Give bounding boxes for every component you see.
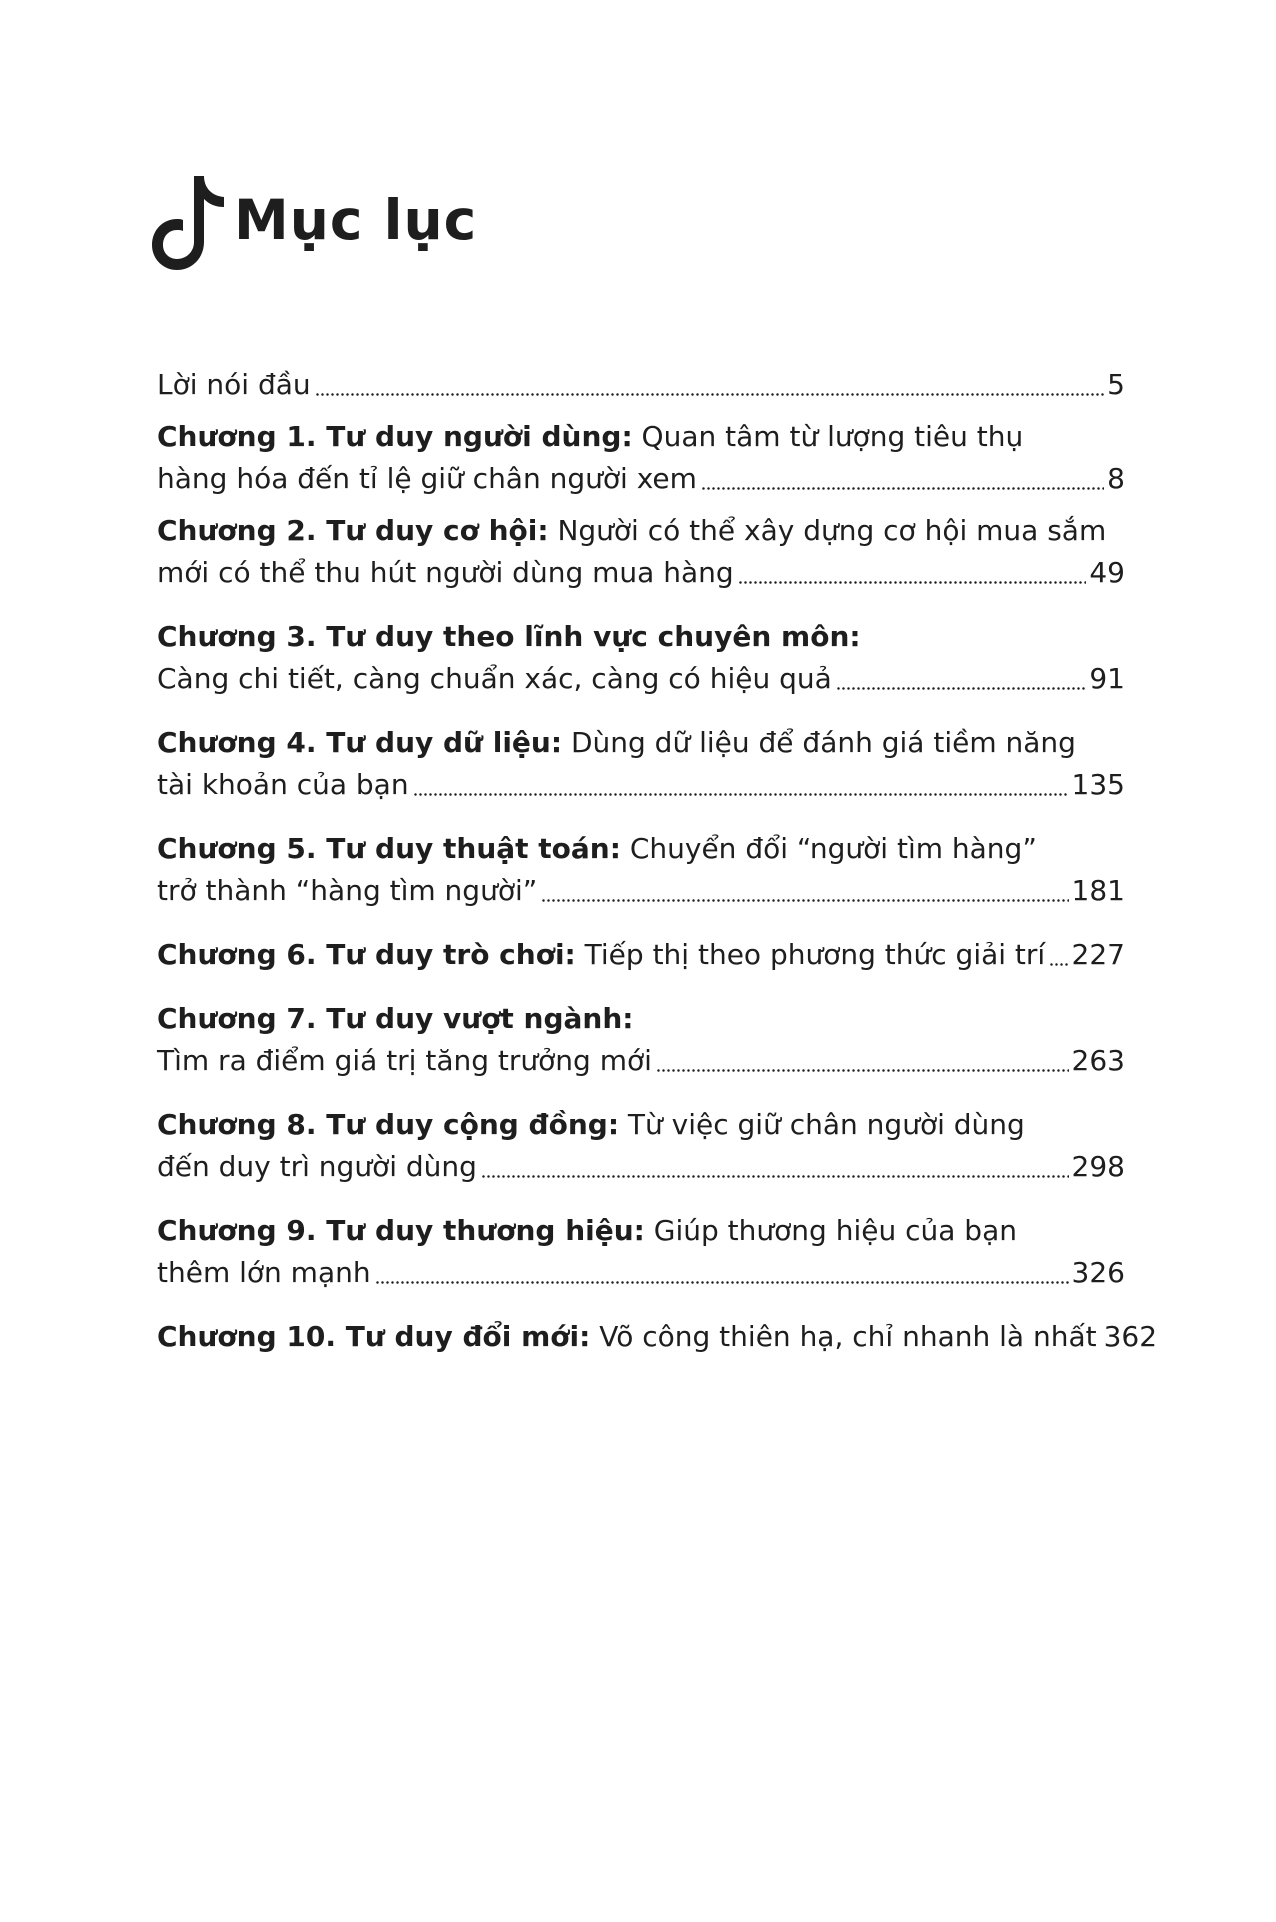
- chapter-heading: Chương 1. Tư duy người dùng:: [157, 420, 633, 453]
- toc-entry-line: [157, 870, 1125, 912]
- chapter-subtitle: Càng chi tiết, càng chuẩn xác, càng có hiệu quả: [157, 662, 832, 695]
- toc-entry-line: [157, 616, 1125, 658]
- dot-leader: [315, 393, 1105, 396]
- toc-entry-line: [157, 658, 1125, 700]
- toc-entry[interactable]: [157, 722, 1125, 806]
- dot-leader: [836, 687, 1087, 690]
- toc-entry[interactable]: [157, 828, 1125, 912]
- toc-entry[interactable]: [157, 1210, 1125, 1294]
- chapter-heading: Chương 6. Tư duy trò chơi:: [157, 938, 576, 971]
- chapter-subtitle: Chuyển đổi “người tìm hàng”: [620, 832, 1037, 865]
- music-note-logo-icon: [152, 170, 228, 270]
- page-number: 49: [1089, 556, 1125, 589]
- chapter-heading: Chương 2. Tư duy cơ hội:: [157, 514, 549, 547]
- chapter-heading: Chương 3. Tư duy theo lĩnh vực chuyên môn:: [157, 620, 861, 653]
- toc-entry[interactable]: [157, 616, 1125, 700]
- toc-entry-line: [157, 510, 1125, 552]
- toc-entry-line: [157, 458, 1125, 500]
- chapter-heading: Chương 5. Tư duy thuật toán:: [157, 832, 621, 865]
- toc-entry-line: [157, 1040, 1125, 1082]
- toc-entry-line: [157, 416, 1125, 458]
- dot-leader: [738, 581, 1087, 584]
- page-number: 263: [1071, 1044, 1125, 1077]
- toc-entry-line: [157, 552, 1125, 594]
- page-title: Mục lục: [234, 187, 478, 252]
- page-number: 5: [1107, 368, 1125, 401]
- table-of-contents: [157, 364, 1158, 1358]
- chapter-subtitle: Quan tâm từ lượng tiêu thụ: [632, 420, 1024, 453]
- chapter-heading: Chương 9. Tư duy thương hiệu:: [157, 1214, 645, 1247]
- toc-entry[interactable]: [157, 364, 1125, 406]
- page-number: 91: [1089, 662, 1125, 695]
- toc-entry-line: [157, 934, 1125, 976]
- chapter-subtitle: trở thành “hàng tìm người”: [157, 874, 538, 907]
- toc-entry-line: [157, 828, 1125, 870]
- page-header: [152, 170, 477, 270]
- toc-entry-line: [157, 1210, 1125, 1252]
- chapter-subtitle: Giúp thương hiệu của bạn: [644, 1214, 1017, 1247]
- toc-entry[interactable]: [157, 1316, 1158, 1358]
- chapter-subtitle: tài khoản của bạn: [157, 768, 409, 801]
- toc-entry[interactable]: [157, 998, 1125, 1082]
- toc-entry-line: [157, 764, 1125, 806]
- page-number: 181: [1071, 874, 1125, 907]
- toc-entry-line: [157, 364, 1125, 406]
- chapter-subtitle: Võ công thiên hạ, chỉ nhanh là nhất: [590, 1320, 1097, 1353]
- toc-entry-line: [157, 1316, 1158, 1358]
- toc-entry-line: [157, 722, 1125, 764]
- dot-leader: [481, 1175, 1069, 1178]
- page-number: 362: [1103, 1320, 1158, 1353]
- chapter-subtitle: Dùng dữ liệu để đánh giá tiềm năng: [562, 726, 1076, 759]
- toc-entry[interactable]: [157, 510, 1125, 594]
- dot-leader: [375, 1281, 1069, 1284]
- dot-leader: [1049, 963, 1068, 966]
- chapter-subtitle: Lời nói đầu: [157, 368, 311, 401]
- toc-entry-line: [157, 998, 1125, 1040]
- chapter-subtitle: Người có thể xây dựng cơ hội mua sắm: [548, 514, 1107, 547]
- toc-entry[interactable]: [157, 416, 1125, 500]
- chapter-subtitle: hàng hóa đến tỉ lệ giữ chân người xem: [157, 462, 697, 495]
- chapter-subtitle: Từ việc giữ chân người dùng: [619, 1108, 1025, 1141]
- dot-leader: [701, 487, 1104, 490]
- chapter-subtitle: Tiếp thị theo phương thức giải trí: [575, 938, 1046, 971]
- toc-entry[interactable]: [157, 934, 1125, 976]
- chapter-heading: Chương 4. Tư duy dữ liệu:: [157, 726, 563, 759]
- chapter-heading: Chương 7. Tư duy vượt ngành:: [157, 1002, 634, 1035]
- dot-leader: [413, 793, 1069, 796]
- page-number: 227: [1071, 938, 1125, 971]
- chapter-subtitle: đến duy trì người dùng: [157, 1150, 477, 1183]
- page-number: 326: [1071, 1256, 1125, 1289]
- toc-entry-line: [157, 1104, 1125, 1146]
- toc-entry-line: [157, 1146, 1125, 1188]
- toc-entry[interactable]: [157, 1104, 1125, 1188]
- page-number: 135: [1071, 768, 1125, 801]
- toc-entry-line: [157, 1252, 1125, 1294]
- chapter-subtitle: thêm lớn mạnh: [157, 1256, 371, 1289]
- dot-leader: [656, 1069, 1069, 1072]
- chapter-subtitle: Tìm ra điểm giá trị tăng trưởng mới: [157, 1044, 652, 1077]
- page-number: 298: [1071, 1150, 1125, 1183]
- page-number: 8: [1107, 462, 1125, 495]
- chapter-heading: Chương 8. Tư duy cộng đồng:: [157, 1108, 620, 1141]
- chapter-subtitle: mới có thể thu hút người dùng mua hàng: [157, 556, 734, 589]
- dot-leader: [541, 899, 1068, 902]
- chapter-heading: Chương 10. Tư duy đổi mới:: [157, 1320, 591, 1353]
